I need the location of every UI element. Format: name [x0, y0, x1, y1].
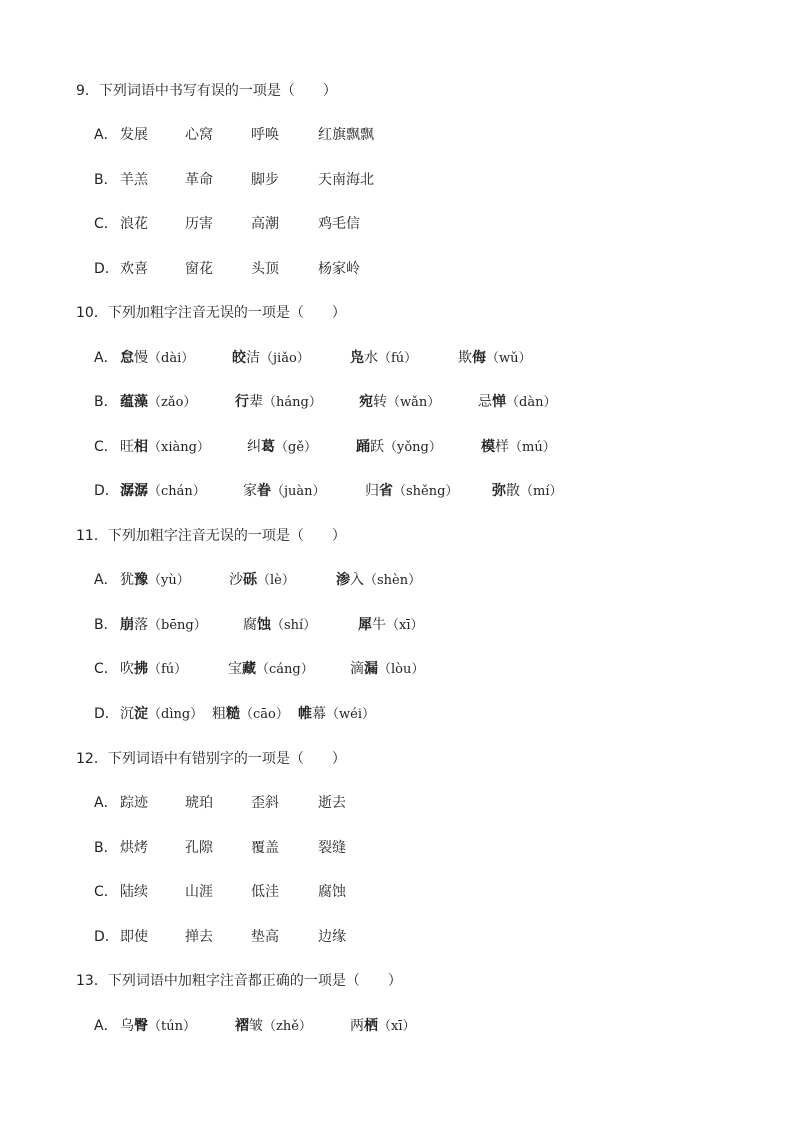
pinyin: （dàn）: [506, 395, 557, 410]
bold-char: 蕴藻: [120, 394, 148, 410]
option-word: 革命: [185, 172, 213, 188]
bold-char: 弥: [492, 483, 506, 499]
annotated-word: [298, 704, 375, 725]
bold-char: 怠: [120, 350, 134, 366]
pinyin: （fú）: [148, 662, 188, 677]
bold-char: 凫: [350, 350, 364, 366]
plain-char: 腐: [243, 617, 257, 633]
bold-char: 糙: [226, 706, 240, 722]
bold-char: 皎: [232, 350, 246, 366]
pinyin: （yǒng）: [384, 440, 442, 455]
plain-char: 两: [350, 1018, 364, 1034]
pinyin: （mí）: [520, 484, 563, 499]
annotated-word: [120, 481, 206, 502]
question-12-stem: 12．下列词语中有错别字的一项是（ ）: [76, 751, 346, 767]
bold-char: 藏: [242, 661, 256, 677]
plain-char: 乌: [120, 1018, 134, 1034]
plain-char: 转: [373, 394, 387, 410]
plain-char: 犹: [120, 572, 134, 588]
option-word: 裂缝: [318, 840, 346, 856]
pinyin: （tún）: [148, 1019, 196, 1034]
pinyin: （juàn）: [271, 484, 326, 499]
annotated-word: [229, 570, 295, 591]
plain-char: 家: [243, 483, 257, 499]
option-letter: D．: [94, 929, 119, 945]
option-word: 陆续: [120, 884, 148, 900]
annotated-word: [336, 570, 421, 591]
pinyin: （gě）: [275, 440, 318, 455]
bold-char: 宛: [359, 394, 373, 410]
annotated-word: [235, 392, 322, 413]
option-letter: A．: [94, 795, 118, 811]
option-word: 头顶: [251, 261, 279, 277]
plain-char: 粗: [212, 706, 226, 722]
option-word: 逝去: [318, 795, 346, 811]
bold-char: 侮: [472, 350, 486, 366]
plain-char: 慢: [134, 350, 148, 366]
pinyin: （wǔ）: [486, 351, 532, 366]
bold-char: 省: [379, 483, 393, 499]
pinyin: （jiǎo）: [260, 351, 310, 366]
option-letter: C．: [94, 216, 118, 232]
annotated-word: [120, 615, 207, 636]
plain-char: 入: [350, 572, 364, 588]
pinyin: （xiàng）: [148, 440, 210, 455]
bold-char: 砾: [243, 572, 257, 588]
bold-char: 臀: [134, 1018, 148, 1034]
annotated-word: [120, 1016, 196, 1037]
annotated-word: [492, 481, 563, 502]
annotated-word: [247, 437, 317, 458]
option-word: 欢喜: [120, 261, 148, 277]
option-word: 烘烤: [120, 840, 148, 856]
plain-char: 吹: [120, 661, 134, 677]
option-word: 呼唤: [251, 127, 279, 143]
bold-char: 栖: [364, 1018, 378, 1034]
pinyin: （xī）: [378, 1019, 416, 1034]
plain-char: 旺: [120, 439, 134, 455]
annotated-word: [358, 615, 424, 636]
pinyin: （lè）: [257, 573, 295, 588]
option-letter: A．: [94, 350, 118, 366]
pinyin: （wéi）: [326, 707, 375, 722]
annotated-word: [243, 615, 316, 636]
plain-char: 忌: [478, 394, 492, 410]
plain-char: 样: [495, 439, 509, 455]
plain-char: 落: [134, 617, 148, 633]
option-letter: A．: [94, 572, 118, 588]
pinyin: （cáng）: [256, 662, 314, 677]
bold-char: 行: [235, 394, 249, 410]
pinyin: （zhě）: [263, 1019, 312, 1034]
option-word: 边缘: [318, 929, 346, 945]
plain-char: 归: [365, 483, 379, 499]
plain-char: 幕: [312, 706, 326, 722]
option-letter: B．: [94, 172, 118, 188]
bold-char: 惮: [492, 394, 506, 410]
pinyin: （lòu）: [378, 662, 425, 677]
option-word: 腐蚀: [318, 884, 346, 900]
bold-char: 崩: [120, 617, 134, 633]
option-word: 孔隙: [185, 840, 213, 856]
pinyin: （shěng）: [393, 484, 459, 499]
annotated-word: [212, 704, 289, 725]
option-word: 发展: [120, 127, 148, 143]
bold-char: 潺潺: [120, 483, 148, 499]
annotated-word: [365, 481, 458, 502]
annotated-word: [243, 481, 326, 502]
pinyin: （háng）: [263, 395, 322, 410]
option-word: 歪斜: [251, 795, 279, 811]
option-word: 琥珀: [185, 795, 213, 811]
option-letter: D．: [94, 261, 119, 277]
annotated-word: [350, 659, 424, 680]
plain-char: 辈: [249, 394, 263, 410]
option-letter: B．: [94, 840, 118, 856]
bold-char: 拂: [134, 661, 148, 677]
option-word: 窗花: [185, 261, 213, 277]
option-word: 覆盖: [251, 840, 279, 856]
option-letter: A．: [94, 127, 118, 143]
annotated-word: [120, 348, 194, 369]
pinyin: （wǎn）: [387, 395, 441, 410]
annotated-word: [120, 704, 203, 725]
pinyin: （dìng）: [148, 707, 204, 722]
option-word: 高潮: [251, 216, 279, 232]
option-word: 浪花: [120, 216, 148, 232]
plain-char: 跃: [370, 439, 384, 455]
option-word: 垫高: [251, 929, 279, 945]
plain-char: 水: [364, 350, 378, 366]
bold-char: 漏: [364, 661, 378, 677]
option-letter: C．: [94, 661, 118, 677]
option-letter: D．: [94, 483, 119, 499]
option-word: 红旗飘飘: [318, 127, 374, 143]
bold-char: 豫: [134, 572, 148, 588]
bold-char: 蚀: [257, 617, 271, 633]
plain-char: 皱: [249, 1018, 263, 1034]
question-13-stem: 13．下列词语中加粗字注音都正确的一项是（ ）: [76, 973, 402, 989]
annotated-word: [478, 392, 556, 413]
option-word: 心窝: [185, 127, 213, 143]
annotated-word: [356, 437, 442, 458]
plain-char: 沙: [229, 572, 243, 588]
pinyin: （bēng）: [148, 618, 207, 633]
bold-char: 帷: [298, 706, 312, 722]
plain-char: 洁: [246, 350, 260, 366]
annotated-word: [481, 437, 556, 458]
bold-char: 相: [134, 439, 148, 455]
annotated-word: [120, 570, 190, 591]
option-letter: A．: [94, 1018, 118, 1034]
pinyin: （dài）: [148, 351, 195, 366]
option-word: 低洼: [251, 884, 279, 900]
option-word: 天南海北: [318, 172, 374, 188]
plain-char: 沉: [120, 706, 134, 722]
question-10-stem: 10．下列加粗字注音无误的一项是（ ）: [76, 305, 346, 321]
pinyin: （fú）: [378, 351, 418, 366]
annotated-word: [350, 348, 417, 369]
pinyin: （shèn）: [364, 573, 422, 588]
plain-char: 牛: [372, 617, 386, 633]
bold-char: 模: [481, 439, 495, 455]
annotated-word: [235, 1016, 312, 1037]
pinyin: （mú）: [509, 440, 556, 455]
question-11-stem: 11．下列加粗字注音无误的一项是（ ）: [76, 528, 346, 544]
bold-char: 眷: [257, 483, 271, 499]
option-word: 杨家岭: [318, 261, 360, 277]
pinyin: （chán）: [148, 484, 206, 499]
bold-char: 犀: [358, 617, 372, 633]
annotated-word: [458, 348, 532, 369]
plain-char: 纠: [247, 439, 261, 455]
option-letter: C．: [94, 439, 118, 455]
pinyin: （zǎo）: [148, 395, 197, 410]
pinyin: （shí）: [271, 618, 317, 633]
option-letter: B．: [94, 617, 118, 633]
option-letter: B．: [94, 394, 118, 410]
option-letter: D．: [94, 706, 119, 722]
plain-char: 欺: [458, 350, 472, 366]
pinyin: （xī）: [386, 618, 424, 633]
annotated-word: [120, 392, 196, 413]
option-letter: C．: [94, 884, 118, 900]
option-word: 踪迹: [120, 795, 148, 811]
plain-char: 滴: [350, 661, 364, 677]
annotated-word: [228, 659, 314, 680]
question-9-stem: 9．下列词语中书写有误的一项是（ ）: [76, 83, 337, 99]
pinyin: （yù）: [148, 573, 190, 588]
plain-char: 散: [506, 483, 520, 499]
annotated-word: [350, 1016, 416, 1037]
option-word: 历害: [185, 216, 213, 232]
annotated-word: [359, 392, 440, 413]
plain-char: 宝: [228, 661, 242, 677]
bold-char: 褶: [235, 1018, 249, 1034]
bold-char: 踊: [356, 439, 370, 455]
option-word: 鸡毛信: [318, 216, 360, 232]
annotated-word: [120, 659, 187, 680]
option-word: 山涯: [185, 884, 213, 900]
option-word: 羊羔: [120, 172, 148, 188]
annotated-word: [232, 348, 310, 369]
bold-char: 渗: [336, 572, 350, 588]
bold-char: 葛: [261, 439, 275, 455]
bold-char: 淀: [134, 706, 148, 722]
option-word: 掸去: [185, 929, 213, 945]
annotated-word: [120, 437, 210, 458]
pinyin: （cāo）: [240, 707, 289, 722]
option-word: 脚步: [251, 172, 279, 188]
option-word: 即使: [120, 929, 148, 945]
